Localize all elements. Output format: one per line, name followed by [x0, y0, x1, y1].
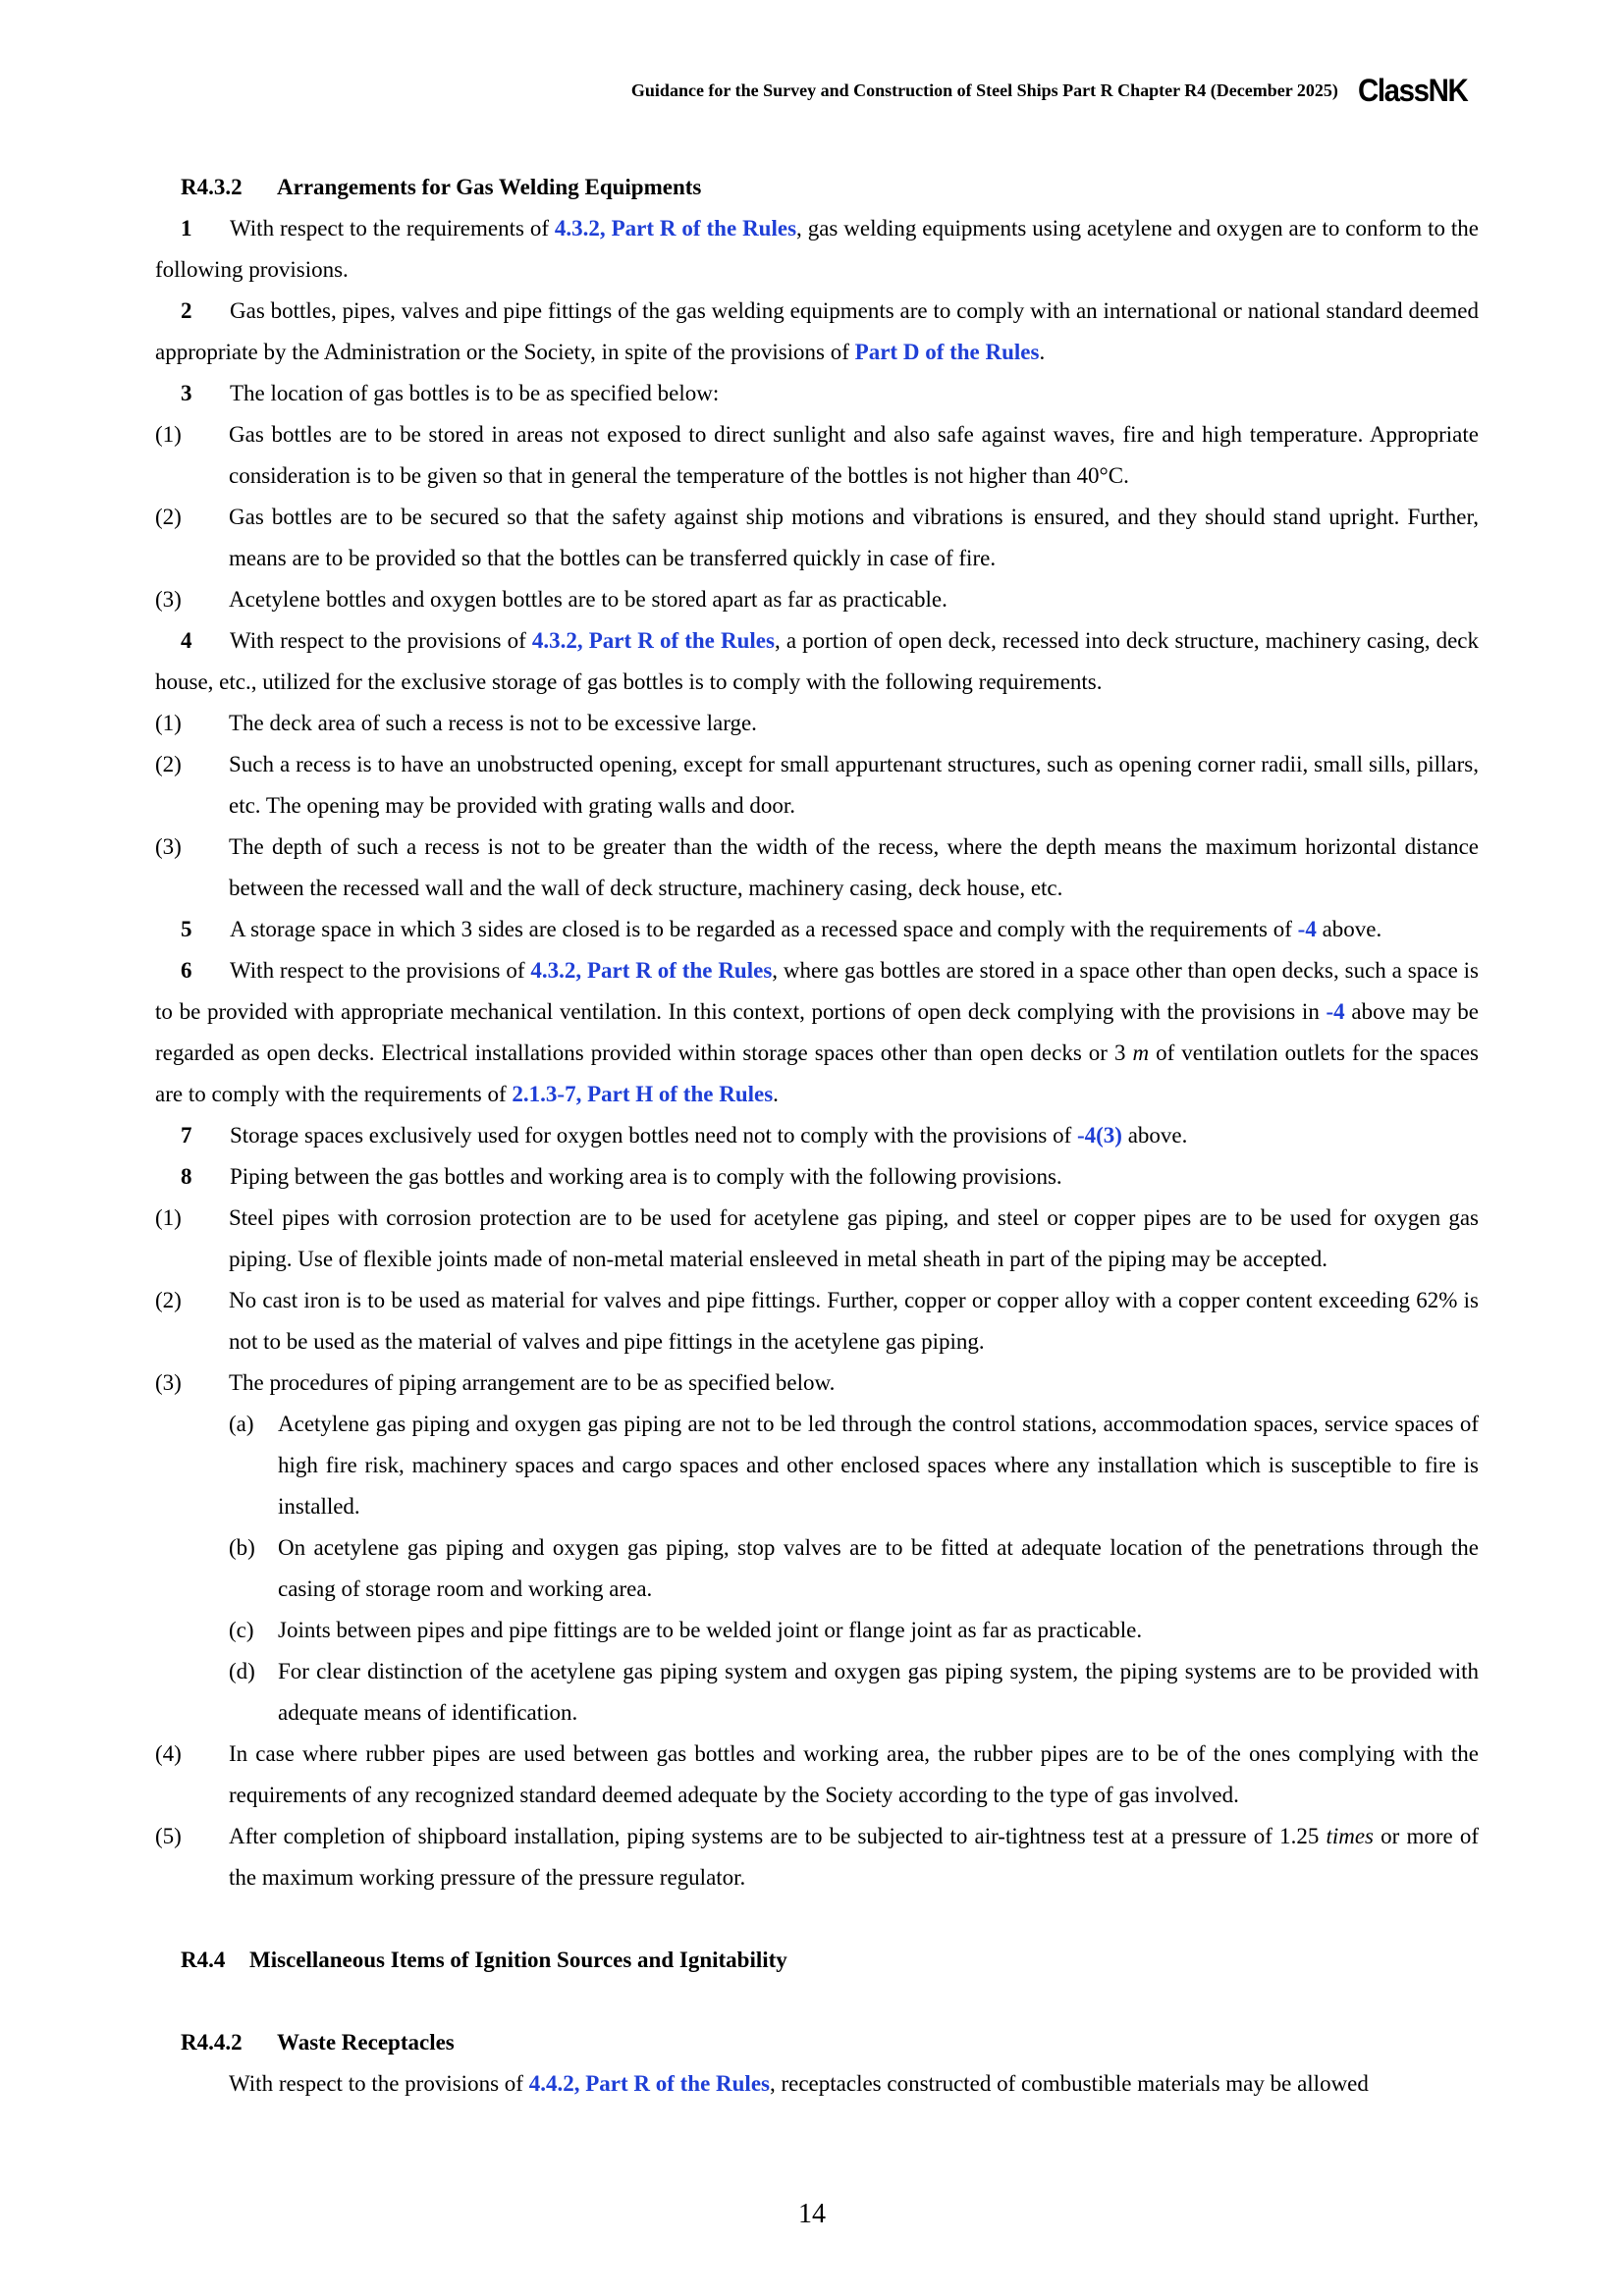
section-title: Waste Receptacles	[277, 2030, 455, 2055]
item-label: (5)	[155, 1824, 182, 1848]
list-item	[155, 1734, 1479, 1816]
paragraph-text: A storage space in which 3 sides are closed is to be regarded as a recessed space and comply with the requirements of	[230, 917, 1298, 941]
item-text: On acetylene gas piping and oxygen gas piping, stop valves are to be fitted at adequate location of the penetrations through the casing of storage room and working area.	[278, 1535, 1479, 1601]
section-heading-r4-4-2	[155, 2022, 1479, 2063]
rule-link[interactable]: 4.3.2, Part R of the Rules	[554, 216, 797, 240]
rule-link[interactable]: 4.4.2, Part R of the Rules	[528, 2071, 770, 2096]
item-text: The deck area of such a recess is not to be excessive large.	[229, 711, 757, 735]
section-number: R4.4.2	[181, 2030, 243, 2055]
item-label: (2)	[155, 1288, 182, 1312]
sub-list-item	[155, 1527, 1479, 1610]
paragraph-8	[155, 1156, 1479, 1198]
item-label: (2)	[155, 752, 182, 776]
rule-link[interactable]: Part D of the Rules	[854, 340, 1040, 364]
document-title: Guidance for the Survey and Construction of Steel Ships Part R Chapter R4 (December 2025)	[630, 80, 1338, 100]
item-label: (a)	[229, 1412, 254, 1436]
item-text-part: or more of the maximum working pressure of the pressure regulator.	[229, 1824, 1479, 1890]
paragraph-text	[229, 2063, 1479, 2105]
paragraph-5	[155, 909, 1479, 950]
classnk-logo: ClassNK	[1357, 73, 1468, 108]
paragraph-text: Piping between the gas bottles and working area is to comply with the following provisions.	[230, 1164, 1062, 1189]
paragraph-text: .	[773, 1082, 779, 1106]
paragraph-text: above may be regarded as open decks. Electrical installations provided within storage spaces other than open decks or 3	[155, 999, 1479, 1065]
paragraph-text-part: , receptacles constructed of combustible materials may be allowed	[769, 2071, 1369, 2096]
list-item	[155, 744, 1479, 827]
paragraph-text: The location of gas bottles is to be as specified below:	[230, 381, 720, 405]
list-item	[155, 1198, 1479, 1280]
paragraph-text: Storage spaces exclusively used for oxygen bottles need not to comply with the provisions of	[230, 1123, 1077, 1148]
item-text: The procedures of piping arrangement are to be as specified below.	[229, 1370, 836, 1395]
item-text-part: After completion of shipboard installation, piping systems are to be subjected to air-tightness test at a pressure of 1.25	[229, 1824, 1326, 1848]
item-text	[229, 1816, 1479, 1898]
paragraph-text: .	[1039, 340, 1046, 364]
sub-list-item	[155, 1651, 1479, 1734]
item-label: (b)	[229, 1535, 255, 1560]
item-label: (3)	[155, 1370, 182, 1395]
paragraph-number: 7	[181, 1123, 192, 1148]
paragraph-text: With respect to the requirements of	[230, 216, 555, 240]
rule-link[interactable]: 4.3.2, Part R of the Rules	[531, 628, 775, 653]
document-body	[155, 167, 1479, 2105]
item-label: (d)	[229, 1659, 255, 1683]
item-text: The depth of such a recess is not to be greater than the width of the recess, where the depth means the maximum horizontal distance between the recessed wall and the wall of deck structure, machinery casing, deck house, etc.	[229, 834, 1479, 900]
item-text: In case where rubber pipes are used between gas bottles and working area, the rubber pipes are to be of the ones complying with the requirements of any recognized standard deemed adequate by the Society according to the type of gas involved.	[229, 1741, 1479, 1807]
item-text: Gas bottles are to be secured so that the safety against ship motions and vibrations is ensured, and they should stand upright. Further, means are to be provided so that the bottles can be transferred quickly in case of fire.	[229, 505, 1479, 570]
paragraph-text: With respect to the provisions of	[230, 958, 531, 983]
paragraph-text: of ventilation outlets for the spaces are to comply with the requirements of	[155, 1041, 1479, 1106]
paragraph-number: 2	[181, 298, 192, 323]
item-label: (3)	[155, 587, 182, 612]
paragraph-number: 6	[181, 958, 192, 983]
rule-link[interactable]: -4	[1326, 999, 1345, 1024]
item-label: (4)	[155, 1741, 182, 1766]
spacer	[155, 1981, 1479, 2022]
item-label: (3)	[155, 834, 182, 859]
item-text: Steel pipes with corrosion protection are to be used for acetylene gas piping, and steel or copper pipes are to be used for oxygen gas piping. Use of flexible joints made of non-metal material ensleeved in metal sheath in part of the piping may be accepted.	[229, 1205, 1479, 1271]
paragraph-number: 5	[181, 917, 192, 941]
paragraph-text: above.	[1121, 1123, 1188, 1148]
unit-text: times	[1326, 1824, 1375, 1848]
page-number: 14	[798, 2199, 826, 2229]
item-text: Acetylene bottles and oxygen bottles are to be stored apart as far as practicable.	[229, 587, 947, 612]
unit-text: m	[1132, 1041, 1150, 1065]
list-item	[155, 497, 1479, 579]
item-text: Such a recess is to have an unobstructed opening, except for small appurtenant structures, such as opening corner radii, small sills, pillars, etc. The opening may be provided with grating walls and door.	[229, 752, 1479, 818]
list-item	[155, 414, 1479, 497]
section-heading-r4-4	[155, 1940, 1479, 1981]
paragraph-text: Gas bottles, pipes, valves and pipe fittings of the gas welding equipments are to comply with an international or national standard deemed appropriate by the Administration or the Society, in spite of the provisions of	[155, 298, 1479, 364]
item-label: (1)	[155, 1205, 182, 1230]
sub-list-item	[155, 1610, 1479, 1651]
section-number: R4.3.2	[181, 175, 243, 199]
rule-link[interactable]: 4.3.2, Part R of the Rules	[530, 958, 773, 983]
item-text: Acetylene gas piping and oxygen gas piping are not to be led through the control stations, accommodation spaces, service spaces of high fire risk, machinery spaces and cargo spaces and other enclosed spaces where any installation which is susceptible to fire is installed.	[278, 1412, 1479, 1519]
paragraph-number: 1	[181, 216, 192, 240]
paragraph-text: With respect to the provisions of	[230, 628, 532, 653]
rule-link[interactable]: -4	[1297, 917, 1317, 941]
paragraph-number: 3	[181, 381, 192, 405]
item-label: (1)	[155, 422, 182, 447]
paragraph-3	[155, 373, 1479, 414]
paragraph-text: , gas welding equipments using acetylene and oxygen are to conform to the following provisions.	[155, 216, 1480, 282]
list-item	[155, 1816, 1479, 1898]
section-title: Arrangements for Gas Welding Equipments	[277, 175, 702, 199]
list-item	[155, 579, 1479, 620]
paragraph-number: 4	[181, 628, 192, 653]
item-text: Gas bottles are to be stored in areas not exposed to direct sunlight and also safe against waves, fire and high temperature. Appropriate consideration is to be given so that in general the temperature of the bottles is not higher than 40°C.	[229, 422, 1479, 488]
spacer	[155, 1898, 1479, 1940]
paragraph-7	[155, 1115, 1479, 1156]
list-item	[155, 1362, 1479, 1404]
paragraph-number: 8	[181, 1164, 192, 1189]
section-heading-r4-3-2	[155, 167, 1479, 208]
list-item	[155, 1280, 1479, 1362]
item-label: (2)	[155, 505, 182, 529]
item-label: (1)	[155, 711, 182, 735]
rule-link[interactable]: -4(3)	[1076, 1123, 1122, 1148]
item-text: No cast iron is to be used as material for valves and pipe fittings. Further, copper or copper alloy with a copper content exceeding 62% is not to be used as the material of valves and pipe fittings in the acetylene gas piping.	[229, 1288, 1479, 1354]
paragraph-2	[155, 291, 1479, 373]
paragraph-text-part: With respect to the provisions of	[229, 2071, 529, 2096]
paragraph-text: above.	[1316, 917, 1382, 941]
item-text: For clear distinction of the acetylene gas piping system and oxygen gas piping system, the piping systems are to be provided with adequate means of identification.	[278, 1659, 1479, 1725]
paragraph-text: , a portion of open deck, recessed into deck structure, machinery casing, deck house, etc., utilized for the exclusive storage of gas bottles is to comply with the following requirements.	[155, 628, 1480, 694]
list-item	[155, 827, 1479, 909]
list-item	[155, 703, 1479, 744]
item-label: (c)	[229, 1618, 254, 1642]
paragraph-continuation	[155, 2063, 1479, 2105]
section-title: Miscellaneous Items of Ignition Sources and Ignitability	[249, 1948, 787, 1972]
paragraph-1	[155, 208, 1479, 291]
page-header	[631, 73, 1477, 109]
rule-link[interactable]: 2.1.3-7, Part H of the Rules	[512, 1082, 774, 1106]
section-number: R4.4	[181, 1948, 226, 1972]
paragraph-6	[155, 950, 1479, 1115]
paragraph-4	[155, 620, 1479, 703]
paragraph-text: , where gas bottles are stored in a space other than open decks, such a space is to be provided with appropriate mechanical ventilation. In this context, portions of open deck complying with the provisions in	[155, 958, 1480, 1024]
item-text: Joints between pipes and pipe fittings are to be welded joint or flange joint as far as practicable.	[278, 1618, 1143, 1642]
sub-list-item	[155, 1404, 1479, 1527]
